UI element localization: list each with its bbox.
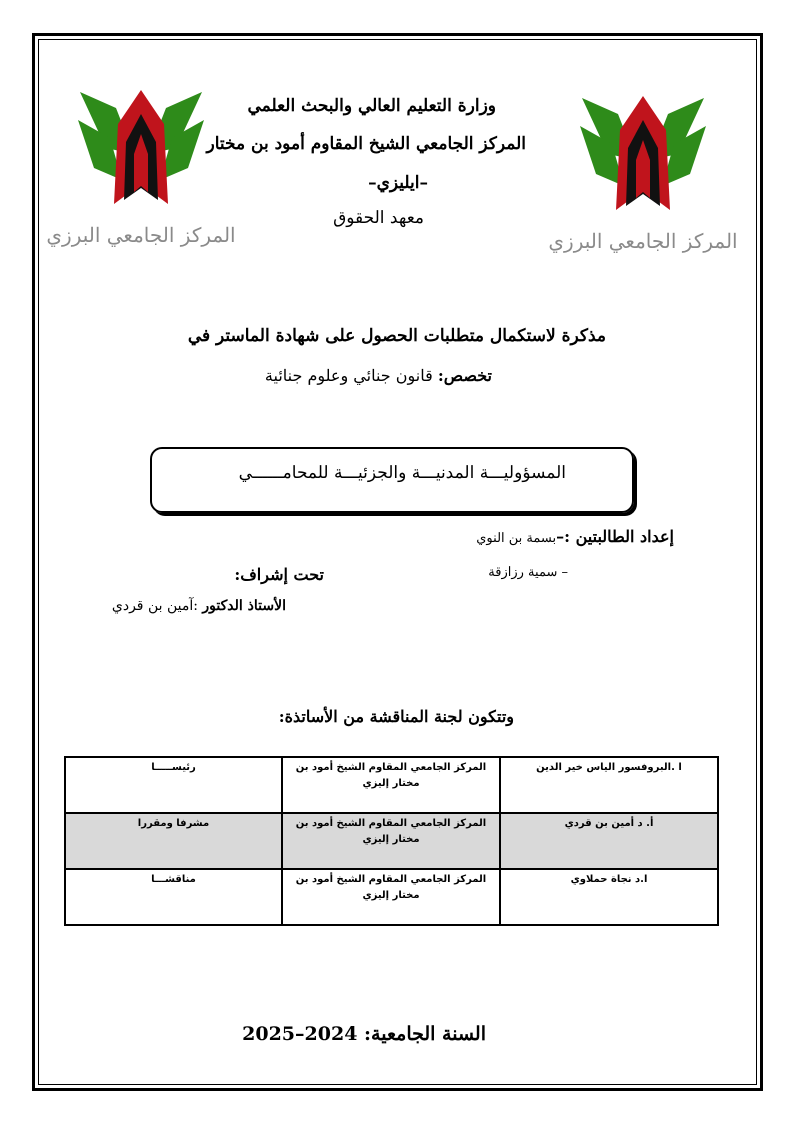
jury-member-role: رئيســـــا [65,757,282,813]
jury-member-role: مناقشـــا [65,869,282,925]
jury-member-name: أ. د أمين بن قردي [500,813,718,869]
supervisor-title: الأستاذ الدكتور [202,598,286,614]
ministry-name: وزارة التعليم العالي والبحث العلمي [247,96,496,116]
prepared-label: إعداد الطالبتين :– [556,527,674,546]
memo-purpose: مذكرة لاستكمال متطلبات الحصول على شهادة الماستر في [187,326,606,346]
logo-text: المركز الجامعي البرزي [46,223,236,247]
jury-member-name: ا .البروفسور الياس خير الدين [500,757,718,813]
logo-emblem [78,90,204,204]
jury-member-name: ا.د نجاة حملاوي [500,869,718,925]
jury-member-role: مشرفا ومقررا [65,813,282,869]
specialty-label: تخصص: [437,366,492,385]
academic-year: السنة الجامعية: 2024–2025 [242,1023,486,1045]
specialty-line [265,366,492,385]
student-name-2: – سمية رزازقة [488,565,568,580]
city-name: –ايليزي– [368,173,428,193]
thesis-title: المسؤوليـــة المدنيـــة والجزئيـــة للمحامــــــي [238,463,566,483]
specialty-value: قانون جنائي وعلوم جنائية [264,366,433,385]
institute-name: معهد الحقوق [333,208,424,228]
logo-emblem [580,96,706,210]
supervision-label: تحت إشراف: [234,565,324,584]
jury-member-institution: المركز الجامعي المقاوم الشيخ أمود بن مختار إليزي [282,813,500,869]
student-name-1: بسمة بن النوي [476,531,557,546]
table-row [65,757,718,813]
supervisor [112,598,286,614]
logo-text: المركز الجامعي البرزي [548,229,738,253]
university-logo-left [46,84,236,254]
jury-member-institution: المركز الجامعي المقاوم الشيخ أمود بن مختار إليزي [282,757,500,813]
committee-heading: وتتكون لجنة المناقشة من الأساتذة: [278,707,514,726]
jury-table [64,756,719,926]
table-row [65,869,718,925]
prepared-by [476,527,674,546]
university-logo-right [548,90,738,260]
jury-member-institution: المركز الجامعي المقاوم الشيخ أمود بن مختار إليزي [282,869,500,925]
table-row [65,813,718,869]
university-center-name: المركز الجامعي الشيخ المقاوم أمود بن مختار [206,134,526,154]
supervisor-name: :آمين بن قردي [111,598,198,614]
